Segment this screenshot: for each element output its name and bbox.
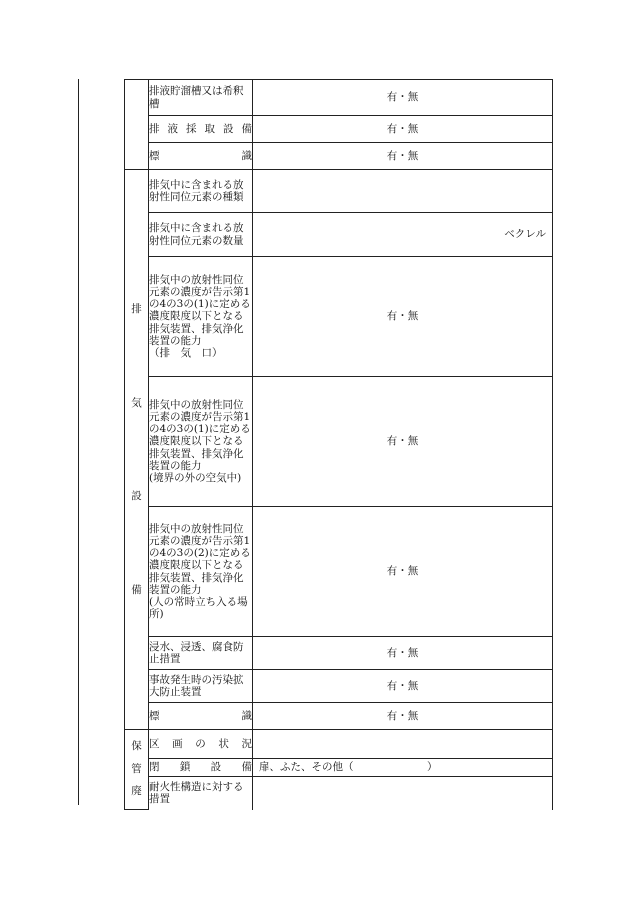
table-row — [125, 143, 553, 170]
category-char: 保 — [131, 740, 142, 753]
row-value: 有・無 — [253, 507, 553, 637]
table-row — [125, 759, 553, 777]
table-row — [125, 730, 553, 759]
row-label: 排気中の放射性同位元素の濃度が告示第1の4の3の(1)に定める濃度限度以下となる排気装置、排気浄化装置の能力 （排 気 口） — [149, 257, 253, 377]
table-row — [125, 377, 553, 507]
category-exhaust-equipment — [125, 170, 149, 730]
table-row — [125, 703, 553, 730]
row-value: 有・無 — [253, 80, 553, 116]
table-row — [125, 80, 553, 116]
category-char: 備 — [131, 584, 142, 596]
row-label: 区画の状況 — [149, 730, 253, 759]
row-value — [253, 170, 553, 213]
row-value: 有・無 — [253, 257, 553, 377]
table-row — [125, 670, 553, 703]
row-label: 標 識 — [149, 703, 253, 730]
table-row — [125, 257, 553, 377]
closure-equipment-value: 扉、ふた、その他（ ） — [253, 759, 553, 777]
becquerel-unit: ベクレル — [253, 213, 553, 257]
category-char: 排 — [131, 302, 142, 315]
table-row — [125, 170, 553, 213]
row-value: 有・無 — [253, 703, 553, 730]
row-label: 浸水、浸透、腐食防止措置 — [149, 637, 253, 670]
row-value: 有・無 — [253, 116, 553, 143]
category-cell-continued — [125, 80, 149, 170]
category-char: 廃 — [131, 785, 142, 798]
row-value: 有・無 — [253, 143, 553, 170]
row-value: 有・無 — [253, 377, 553, 507]
row-label: 排気中に含まれる放射性同位元素の数量 — [149, 213, 253, 257]
row-label: 事故発生時の汚染拡大防止装置 — [149, 670, 253, 703]
outer-left-rule — [78, 79, 79, 805]
table-row — [125, 637, 553, 670]
row-label: 耐火性構造に対する措置 — [149, 777, 253, 810]
category-char: 設 — [131, 490, 142, 503]
row-label: 排気中の放射性同位元素の濃度が告示第1の4の3の(2)に定める濃度限度以下となる排気装置、排気浄化装置の能力 (人の常時立ち入る場所) — [149, 507, 253, 637]
row-label: 排液貯溜槽又は希釈槽 — [149, 80, 253, 116]
table-row — [125, 213, 553, 257]
row-label: 排気中に含まれる放射性同位元素の種類 — [149, 170, 253, 213]
row-label: 排気中の放射性同位元素の濃度が告示第1の4の3の(1)に定める濃度限度以下となる排気装置、排気浄化装置の能力 (境界の外の空気中) — [149, 377, 253, 507]
row-label: 閉鎖設備 — [149, 759, 253, 777]
category-char: 気 — [131, 396, 142, 409]
table-row — [125, 507, 553, 637]
facility-form-table — [124, 79, 553, 810]
category-storage-disposal — [125, 730, 149, 810]
row-value — [253, 777, 553, 810]
row-value: 有・無 — [253, 670, 553, 703]
row-value — [253, 730, 553, 759]
category-char: 管 — [131, 762, 142, 775]
row-value: 有・無 — [253, 637, 553, 670]
row-label: 標 識 — [149, 143, 253, 170]
table-row — [125, 777, 553, 810]
row-label: 排液採取設備 — [149, 116, 253, 143]
table-row — [125, 116, 553, 143]
